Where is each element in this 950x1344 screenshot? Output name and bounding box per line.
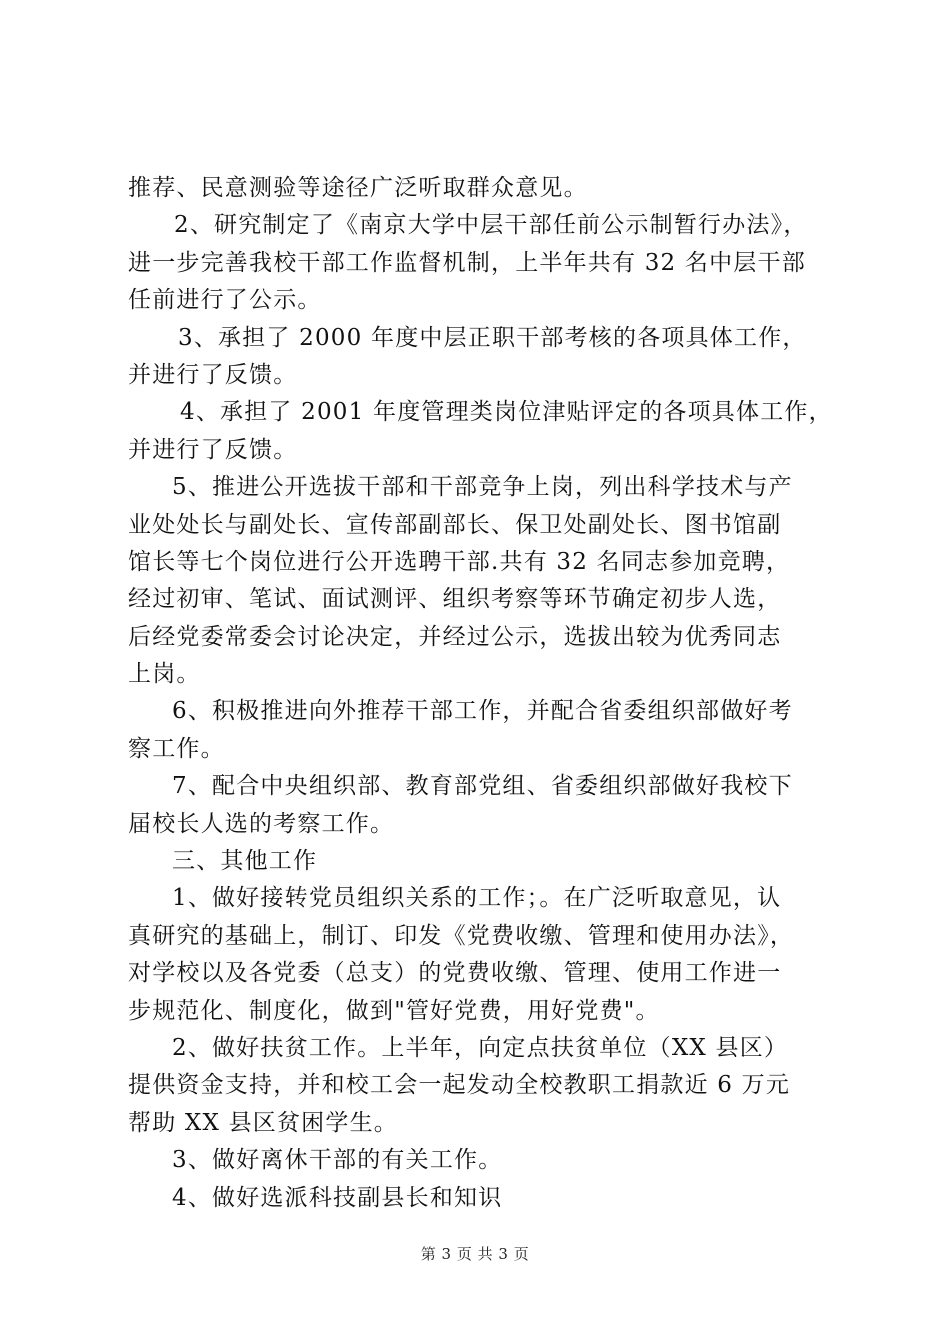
text-line: 6、积极推进向外推荐干部工作，并配合省委组织部做好考 bbox=[172, 698, 793, 725]
page-footer bbox=[0, 1243, 950, 1264]
text-line: 业处处长与副处长、宣传部副部长、保卫处副处长、图书馆副 bbox=[128, 511, 782, 538]
text-line: 3、承担了 2000 年度中层正职干部考核的各项具体工作， bbox=[178, 324, 807, 351]
text-line: 馆长等七个岗位进行公开选聘干部.共有 32 名同志参加竞聘， bbox=[128, 548, 791, 575]
text-line: 届校长人选的考察工作。 bbox=[128, 810, 395, 837]
text-line: 对学校以及各党委（总支）的党费收缴、管理、使用工作进一 bbox=[128, 960, 782, 987]
text-line: 3、做好离休干部的有关工作。 bbox=[172, 1147, 503, 1174]
section-heading: 三、其他工作 bbox=[172, 848, 318, 875]
text-line: 7、配合中央组织部、教育部党组、省委组织部做好我校下 bbox=[172, 773, 793, 800]
text-line: 察工作。 bbox=[128, 735, 225, 762]
text-line: 任前进行了公示。 bbox=[128, 287, 322, 314]
text-line: 2、研究制定了《南京大学中层干部任前公示制暂行办法》， bbox=[174, 212, 808, 239]
text-line: 并进行了反馈。 bbox=[128, 436, 298, 463]
text-line: 5、推进公开选拔干部和干部竞争上岗，列出科学技术与产 bbox=[172, 474, 793, 501]
text-line: 提供资金支持，并和校工会一起发动全校教职工捐款近 6 万元 bbox=[128, 1072, 791, 1099]
text-line: 推荐、民意测验等途径广泛听取群众意见。 bbox=[128, 175, 588, 201]
text-line: 2、做好扶贫工作。上半年，向定点扶贫单位（XX 县区） bbox=[172, 1034, 789, 1061]
text-line: 1、做好接转党员组织关系的工作；。在广泛听取意见，认 bbox=[172, 885, 782, 912]
text-line: 真研究的基础上，制订、印发《党费收缴、管理和使用办法》， bbox=[128, 922, 795, 949]
document-body bbox=[128, 170, 838, 1217]
text-line: 4、做好选派科技副县长和知识 bbox=[172, 1184, 503, 1211]
text-line: 经过初审、笔试、面试测评、组织考察等环节确定初步人选， bbox=[128, 586, 782, 613]
text-line: 后经党委常委会讨论决定，并经过公示，选拔出较为优秀同志 bbox=[128, 623, 782, 650]
text-line: 4、承担了 2001 年度管理类岗位津贴评定的各项具体工作， bbox=[180, 399, 833, 426]
text-line: 步规范化、制度化，做到"管好党费，用好党费"。 bbox=[128, 997, 660, 1024]
text-line: 并进行了反馈。 bbox=[128, 361, 298, 388]
text-line: 进一步完善我校干部工作监督机制，上半年共有 32 名中层干部 bbox=[128, 249, 806, 276]
text-line: 上岗。 bbox=[128, 661, 201, 688]
text-line: 帮助 XX 县区贫困学生。 bbox=[128, 1109, 398, 1136]
page-number: 第 3 页 共 3 页 bbox=[420, 1245, 530, 1263]
